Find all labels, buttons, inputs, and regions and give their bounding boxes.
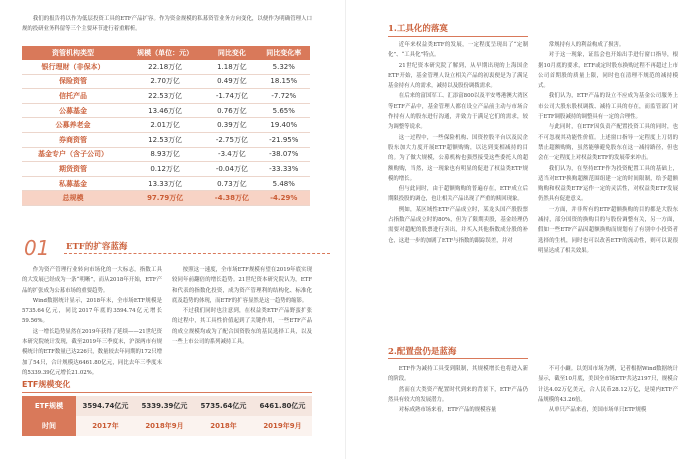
table-header-row xyxy=(22,46,310,60)
section-number: 01 xyxy=(24,236,50,260)
total-rate-cell: -4.29% xyxy=(258,191,310,206)
change-cell: 0.76万亿 xyxy=(206,103,257,118)
intro-paragraph xyxy=(22,14,312,35)
paragraph: 对标成熟市场来看，ETF产品的规模容量 xyxy=(398,407,497,414)
institution-type-cell: 券商资管 xyxy=(22,132,124,147)
size-cell: 22.53万亿 xyxy=(124,89,206,104)
size-cell: 2.01万亿 xyxy=(124,118,206,133)
institution-type-cell: 期货资管 xyxy=(22,162,124,177)
paragraph: 对于这一现象，证监会也开始出手进行窗口指导，根据10月底的要求，ETF或定时股东换购过程不再超过上市公司首期股的质量上限，同时也在清理不规范的减持模式。 xyxy=(538,52,678,90)
size-cell: 13.46万亿 xyxy=(124,103,206,118)
paragraph: 但与此同时，由于超额购购的普遍存在，ETF成立后期限投股的调仓，也让相关产品出现了严重的赎回现象。 xyxy=(388,186,528,203)
total-row xyxy=(22,191,310,206)
paragraph: 这一增长趋势显然在2019年获得了延续——21世纪资本研究院统计发现，截至2019年三季度末，沪深两市有规模统计的ETF数量已达226只，数量较去年同期的172只增加了54只，合计规模达6461.80亿元，同比去年三季度末的5339.39亿元增长21.02%。 xyxy=(22,328,162,376)
time-cell: 2019年9月 xyxy=(253,416,312,436)
rate-cell: 19.40% xyxy=(258,118,310,133)
header-rate: 同比变化率 xyxy=(258,46,310,60)
institution-type-cell: 公募基金 xyxy=(22,103,124,118)
header-type: 资管机构类型 xyxy=(22,46,124,60)
paragraph: 这一过程中，一些保险机构、国资控股平台以及民企股东加大力度开展ETF超额购购，以达到变相减持的目的。为了做大规模，公募机构也强烈接受这些委托人的超额购购，当然，这一现象也有明显的促进了权益类ETF规模的增长。 xyxy=(388,134,528,182)
paragraph: 不可小觑。以美国市场为例，记者根据Wind数据统计显示，截至10月底，美国全市场ETF共达2197只，规模合计达4.02万亿美元，合人民币28.12万亿，是境内ETF产品规模的43.26倍。 xyxy=(538,366,678,403)
header-change: 同比变化 xyxy=(206,46,257,60)
paragraph: 在后来的富国军工、汇添富800以及平安粤港澳大湾区等ETF产品中，基金管理人都在设立产品前主动与市场合作持有人的股东进行沟通，并致力于满足它们的需求，较为调整等说求。 xyxy=(388,93,528,131)
paragraph: 作为资产管理行业转向市场化的一大标志，指数工具的大发展已经成为一条“明晰”，而从2018年开始，ETF产品的扩张成为公募市场的重要趋势。 xyxy=(22,267,162,294)
left-page xyxy=(0,0,345,459)
right-page xyxy=(345,0,700,459)
total-size-cell: 97.79万亿 xyxy=(124,191,206,206)
table-row xyxy=(22,74,310,89)
time-row xyxy=(22,416,312,436)
left-column-2 xyxy=(172,265,312,347)
total-label-cell: 总规模 xyxy=(22,191,124,206)
institution-type-cell: 信托产品 xyxy=(22,89,124,104)
institution-type-cell: 私募基金 xyxy=(22,176,124,191)
header-size: 规模（单位：元） xyxy=(124,46,206,60)
heading-underline xyxy=(388,36,528,37)
size-cell: 2.70万亿 xyxy=(124,74,206,89)
heading-allocation: 2.配置盘仍是蓝海 xyxy=(388,347,457,357)
size-cell: 5339.39亿元 xyxy=(135,396,194,416)
paragraph: 然而在大类资产配置时代到来的背景下，ETF产品仍然具有较大的发展潜力。 xyxy=(388,386,528,403)
etf-size-table-title: ETF规模变化 xyxy=(22,379,312,393)
size-cell: 6461.80亿元 xyxy=(253,396,312,416)
size-cell: 5735.64亿元 xyxy=(194,396,253,416)
paragraph: 近年来权益类ETF的发展，一定程度呈现出了“定制化”、“工具化”特点。 xyxy=(388,42,528,59)
rate-cell: 5.32% xyxy=(258,60,310,74)
paragraph: 不过我们同时也注意到，在权益类ETF产品野蛮扩张的过程中，其工具性价值起到了关键作用，一些ETF产品的成立规模均或为了配合国资股东的基民选择工具，以及一些上市公司的系列减持工具。 xyxy=(172,308,312,346)
right-column-3 xyxy=(388,364,528,415)
change-cell: 1.18万亿 xyxy=(206,60,257,74)
intro-text: 我们的报告将以作为低层投资工具的ETF产品扩容。作为资金规模的私募资管业务方向变化，以便作为明确管理人口规的投研业务科留等三个主要环节进行着重解析。 xyxy=(22,16,312,33)
change-cell: 0.39万亿 xyxy=(206,118,257,133)
rate-cell: 5.65% xyxy=(258,103,310,118)
table-row xyxy=(22,147,310,162)
rate-cell: -7.72% xyxy=(258,89,310,104)
paragraph: 21世纪资本研究院了解到，从早期出现的上海国企ETF开始，基金管理人设立相关产品的初衷便是为了满足基金持有人的需求，减持以及股份调拨需求。 xyxy=(388,62,528,90)
change-cell: 0.49万亿 xyxy=(206,74,257,89)
paragraph: 常规持有人的利益构成了损害。 xyxy=(548,42,625,48)
table-row xyxy=(22,176,310,191)
table-row xyxy=(22,89,310,104)
change-cell: -2.75万亿 xyxy=(206,132,257,147)
rate-cell: -21.95% xyxy=(258,132,310,147)
institution-type-cell: 银行理财（非保本） xyxy=(22,60,124,74)
change-cell: -1.74万亿 xyxy=(206,89,257,104)
paragraph: 按照这一速度，全市场ETF规模有望在2019年底实现较同年前翻倍的增长趋势。21世纪资本研究院认为，ETF和代表的指数化投资，成为资产管理利的结构化、标准化底及趋势的体现，而ETF的扩容显然是这一趋势的缩影。 xyxy=(172,267,312,304)
paragraph: 从单只产品来看，美国市场单只ETF规模 xyxy=(548,407,647,414)
right-column-4 xyxy=(538,364,678,415)
table-row xyxy=(22,103,310,118)
change-cell: -0.04万亿 xyxy=(206,162,257,177)
table-row xyxy=(22,118,310,133)
institution-type-cell: 公募养老金 xyxy=(22,118,124,133)
rate-cell: 18.15% xyxy=(258,74,310,89)
section-title: ETF的扩容蓝海 xyxy=(66,242,128,252)
rate-cell: -38.07% xyxy=(258,147,310,162)
paragraph: 与此同时，在ETF因负责产配置投资工具的同时，也不可忽视其功能性价值。上述窗口指导一定程度上刀切的禁止超额购购，虽然能够避免股东在这一减持路径，但也会在一定程度上对权益类ETF的发展带来冲击。 xyxy=(538,124,678,162)
change-cell: 0.73万亿 xyxy=(206,176,257,191)
row-label: ETF规模 xyxy=(22,396,76,416)
size-cell: 8.93万亿 xyxy=(124,147,206,162)
table-row xyxy=(22,60,310,74)
paragraph: 一方面，并非所有的ETF超额换购的目的都是大股东减持，部分国资的换购目的与股份调整有关，另一方面，假如一些ETF产品因超额换购而规划有了有别中小投资者选择的生机，同时也可以改善ETF的流动性，则可以说很明显达成了相关效果。 xyxy=(538,206,678,254)
paragraph: 我们认为，ETF产品的设立不应成为基金公司服务上市公司大股东股权调拨、减持工具的存在，而监管部门对于ETF调股减持的调整具有一定的合理性。 xyxy=(538,93,678,121)
asset-management-table xyxy=(22,46,310,206)
time-cell: 2018年9月 xyxy=(135,416,194,436)
rate-cell: 5.48% xyxy=(258,176,310,191)
table-row xyxy=(22,162,310,177)
size-cell: 22.18万亿 xyxy=(124,60,206,74)
institution-type-cell: 保险资管 xyxy=(22,74,124,89)
institution-type-cell: 基金专户（含子公司） xyxy=(22,147,124,162)
heading-underline xyxy=(388,358,528,359)
paragraph: Wind数据统计显示，2018年末，全市场ETF规模是5735.64亿元，同比2017年底的3594.74亿元增长59.56%。 xyxy=(22,297,162,325)
size-cell: 12.53万亿 xyxy=(124,132,206,147)
rate-cell: -33.33% xyxy=(258,162,310,177)
left-column-1 xyxy=(22,265,162,378)
time-cell: 2017年 xyxy=(76,416,135,436)
size-cell: 13.33万亿 xyxy=(124,176,206,191)
time-cell: 2018年 xyxy=(194,416,253,436)
paragraph: ETF作为减持工具受到限制，其规模增长也将进入新的阶段。 xyxy=(388,366,528,383)
paragraph: 例如，某区域性ETF产品成立时，某龙头国产股股票占指数产品成立时的80%，但为了限期卖股，基金经理仍需要对超配的股票进行卖出，并买入其他指数成分股的补仓，这进一步的加剧了ETF与指数的跟踪误差，并对 xyxy=(388,206,528,244)
right-column-2 xyxy=(538,40,678,256)
section-divider xyxy=(64,253,330,254)
paragraph: 我们认为，在坚持ETF作为投资配置工具的基础上，适当对ETF换购超额范围组建一定的时间限制，给予超额购购和权益类ETF运作一定的灵活性，对权益类ETF发展仍然具有促进意义。 xyxy=(538,165,678,203)
section-header xyxy=(20,236,330,258)
size-cell: 3594.74亿元 xyxy=(76,396,135,416)
change-cell: -3.4万亿 xyxy=(206,147,257,162)
etf-size-table xyxy=(22,396,312,436)
etf-size-row xyxy=(22,396,312,416)
right-column-1 xyxy=(388,40,528,246)
total-change-cell: -4.38万亿 xyxy=(206,191,257,206)
heading-tooling: 1.工具化的落寞 xyxy=(388,24,448,34)
row-label: 时间 xyxy=(22,416,76,436)
size-cell: 0.12万亿 xyxy=(124,162,206,177)
table-row xyxy=(22,132,310,147)
